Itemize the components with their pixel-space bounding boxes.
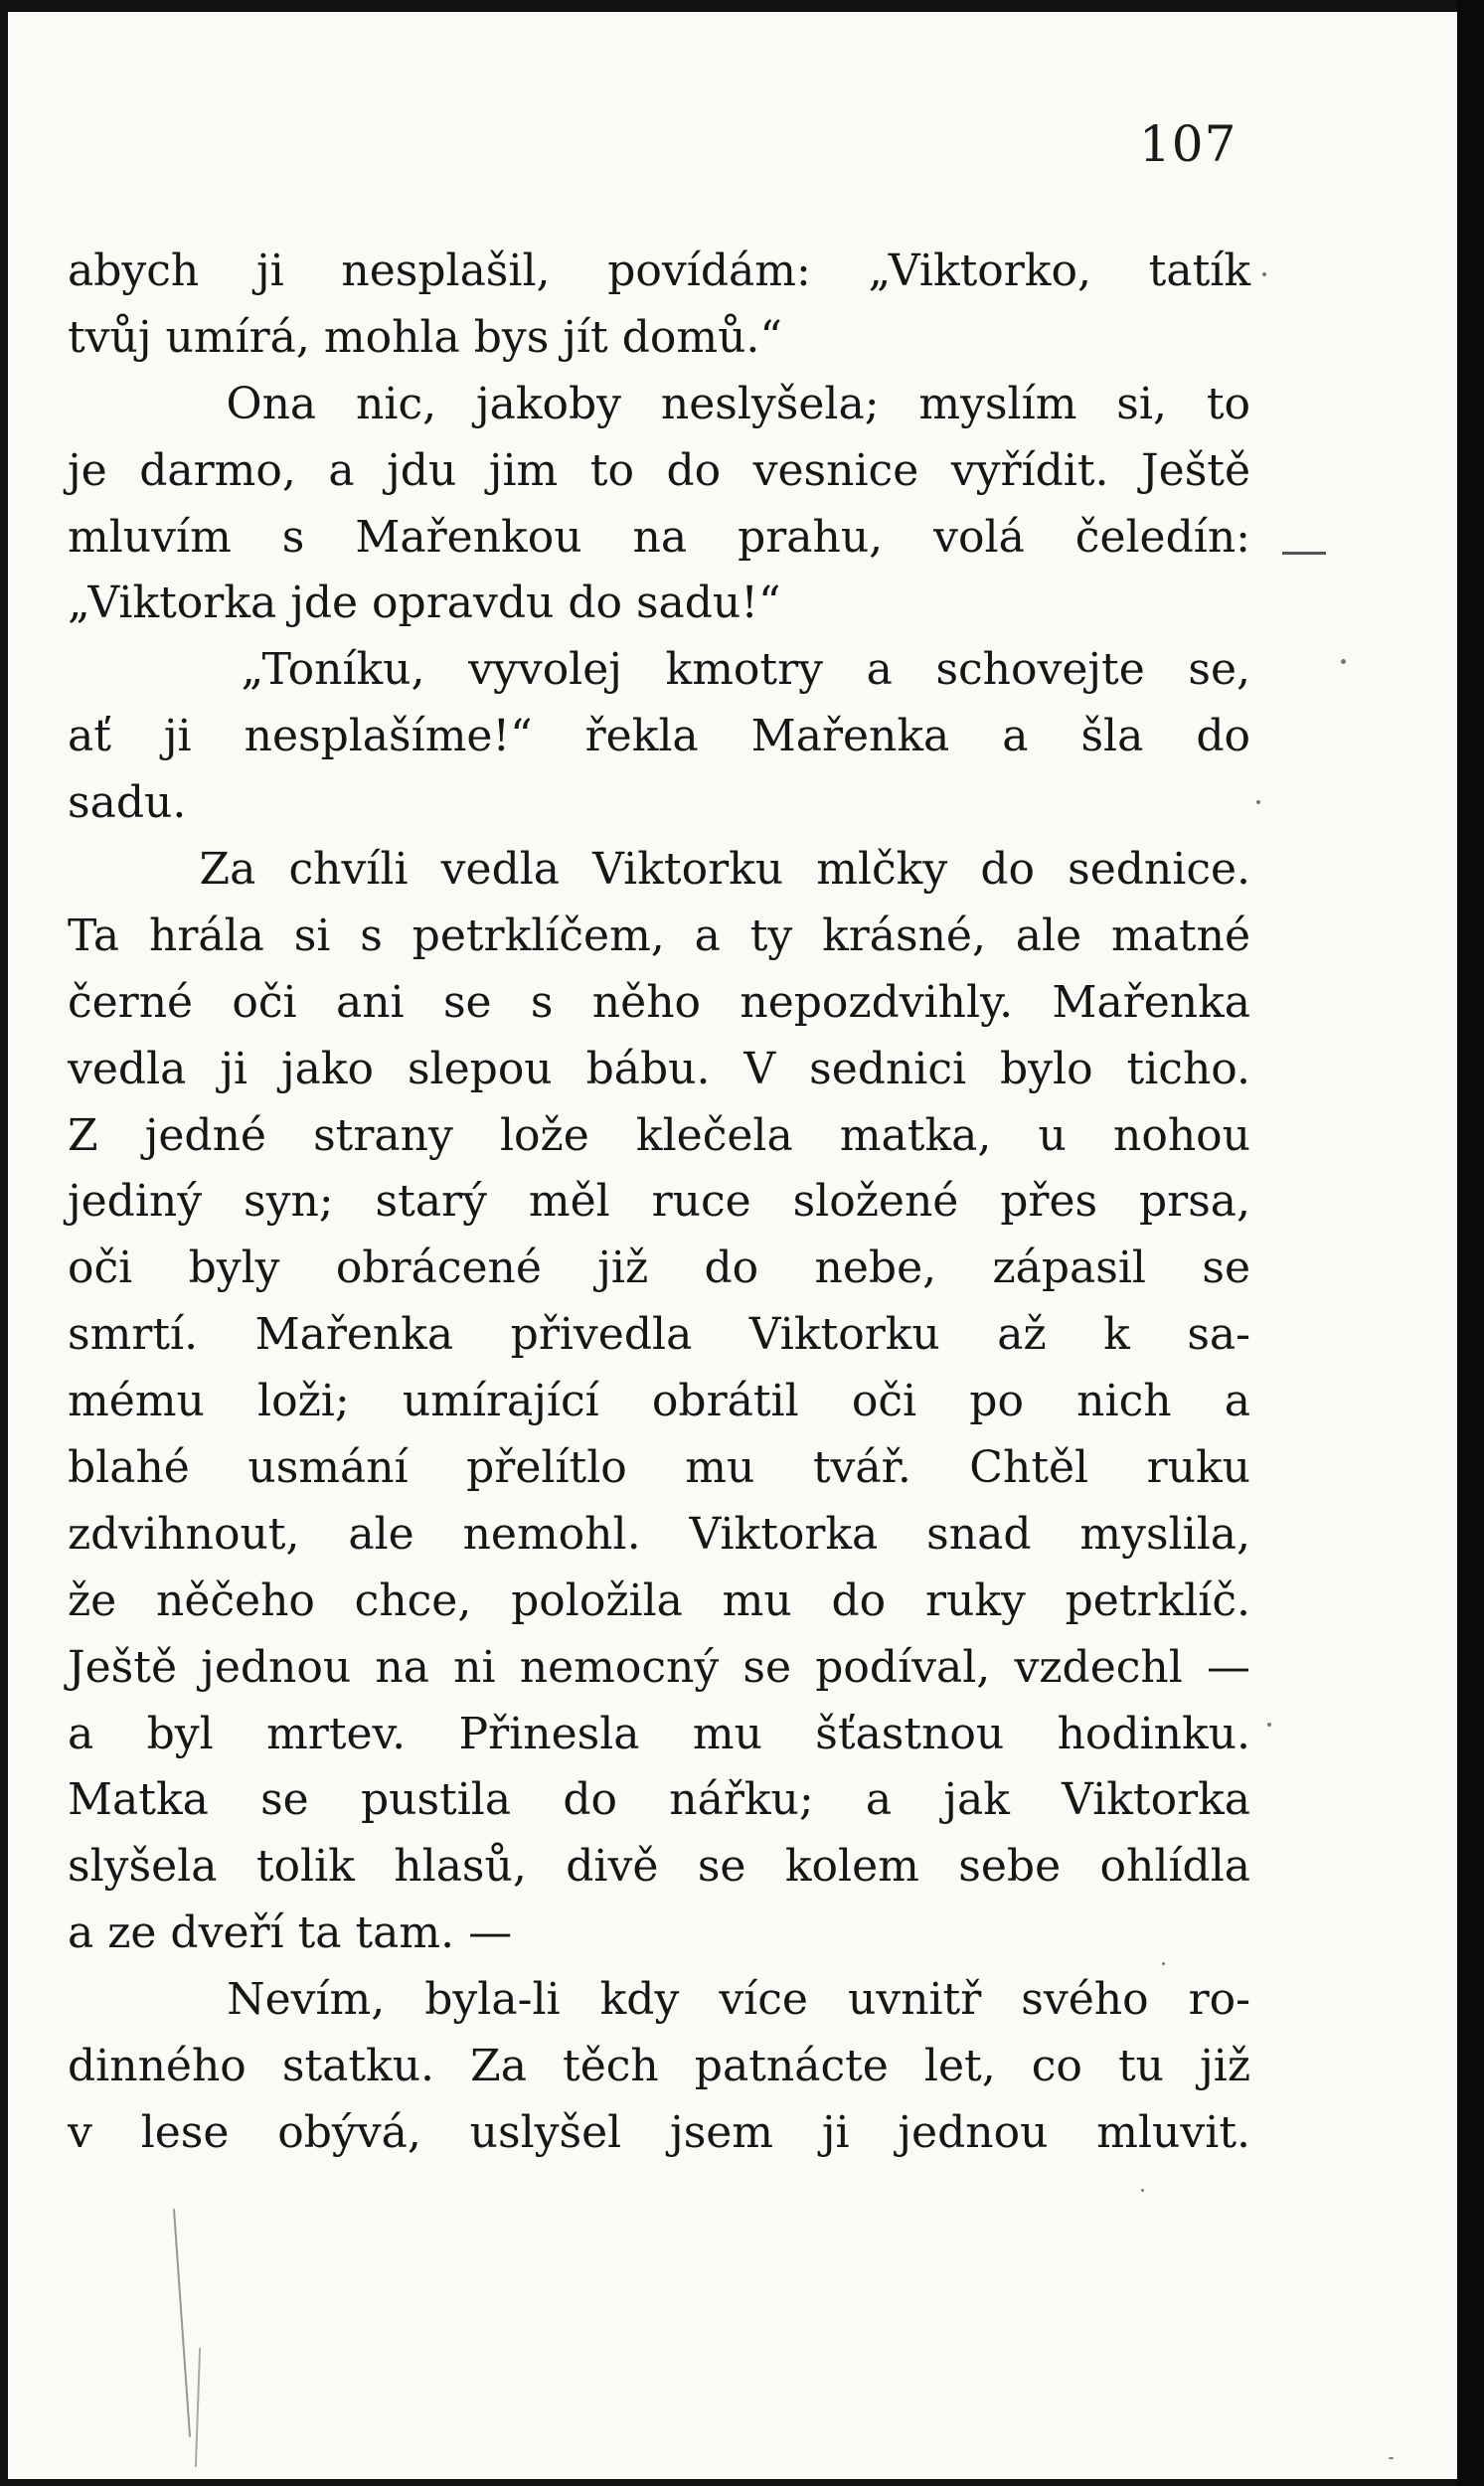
page-edge-shadow bbox=[1457, 0, 1484, 2486]
text-line: vedla ji jako slepou bábu. V sednici bylo ticho. bbox=[68, 1043, 1250, 1094]
text-line: černé oči ani se s něho nepozdvihly. Mařenka bbox=[68, 976, 1250, 1028]
margin-mark bbox=[1282, 552, 1326, 555]
paper-scratch bbox=[173, 2209, 191, 2437]
text-line: a ze dveří ta tam. — bbox=[68, 1907, 513, 1959]
text-line: slyšela tolik hlasů, divě se kolem sebe ohlídla bbox=[68, 1841, 1250, 1893]
text-line: „Toníku, vyvolej kmotry a schovejte se, bbox=[68, 644, 1250, 696]
text-line: Za chvíli vedla Viktorku mlčky do sednice. bbox=[68, 844, 1250, 896]
text-line: sadu. bbox=[68, 777, 187, 829]
text-line: a byl mrtev. Přinesla mu šťastnou hodinku. bbox=[68, 1708, 1250, 1759]
paper-scratch bbox=[195, 2348, 201, 2467]
text-line: Z jedné strany lože klečela matka, u nohou bbox=[68, 1109, 1250, 1161]
text-line: je darmo, a jdu jim to do vesnice vyřídit. Ještě bbox=[68, 444, 1250, 496]
text-line: tvůj umírá, mohla bys jít domů.“ bbox=[68, 311, 782, 363]
text-line: Ještě jednou na ni nemocný se podíval, vzdechl — bbox=[68, 1641, 1250, 1693]
text-line: oči byly obrácené již do nebe, zápasil se bbox=[68, 1243, 1250, 1294]
body-text bbox=[68, 239, 1250, 2167]
text-line: mému loži; umírající obrátil oči po nich a bbox=[68, 1376, 1250, 1427]
book-page bbox=[8, 12, 1457, 2479]
text-line: Matka se pustila do nářku; a jak Viktorka bbox=[68, 1774, 1250, 1826]
text-line: zdvihnout, ale nemohl. Viktorka snad myslila, bbox=[68, 1508, 1250, 1560]
text-line: Nevím, byla-li kdy více uvnitř svého ro- bbox=[68, 1974, 1250, 2026]
page-number: 107 bbox=[1139, 115, 1237, 173]
text-line: Ta hrála si s petrklíčem, a ty krásné, ale matné bbox=[68, 910, 1250, 961]
text-line: abych ji nesplašil, povídám: „Viktorko, tatík bbox=[68, 246, 1250, 296]
text-line: že něčeho chce, položila mu do ruky petrklíč. bbox=[68, 1574, 1250, 1626]
text-line: blahé usmání přelítlo mu tvář. Chtěl ruku bbox=[68, 1442, 1250, 1494]
text-line: jediný syn; starý měl ruce složené přes prsa, bbox=[68, 1176, 1250, 1228]
text-line: Ona nic, jakoby neslyšela; myslím si, to bbox=[68, 378, 1250, 429]
text-line: smrtí. Mařenka přivedla Viktorku až k sa- bbox=[68, 1309, 1250, 1361]
text-line: mluvím s Mařenkou na prahu, volá čeledín: bbox=[68, 511, 1250, 563]
text-line: ať ji nesplašíme!“ řekla Mařenka a šla do bbox=[68, 711, 1250, 762]
text-line: dinného statku. Za těch patnácte let, co tu již bbox=[68, 2041, 1250, 2092]
text-line: „Viktorka jde opravdu do sadu!“ bbox=[68, 578, 781, 629]
text-line: v lese obývá, uslyšel jsem ji jednou mluvit. bbox=[68, 2106, 1250, 2158]
